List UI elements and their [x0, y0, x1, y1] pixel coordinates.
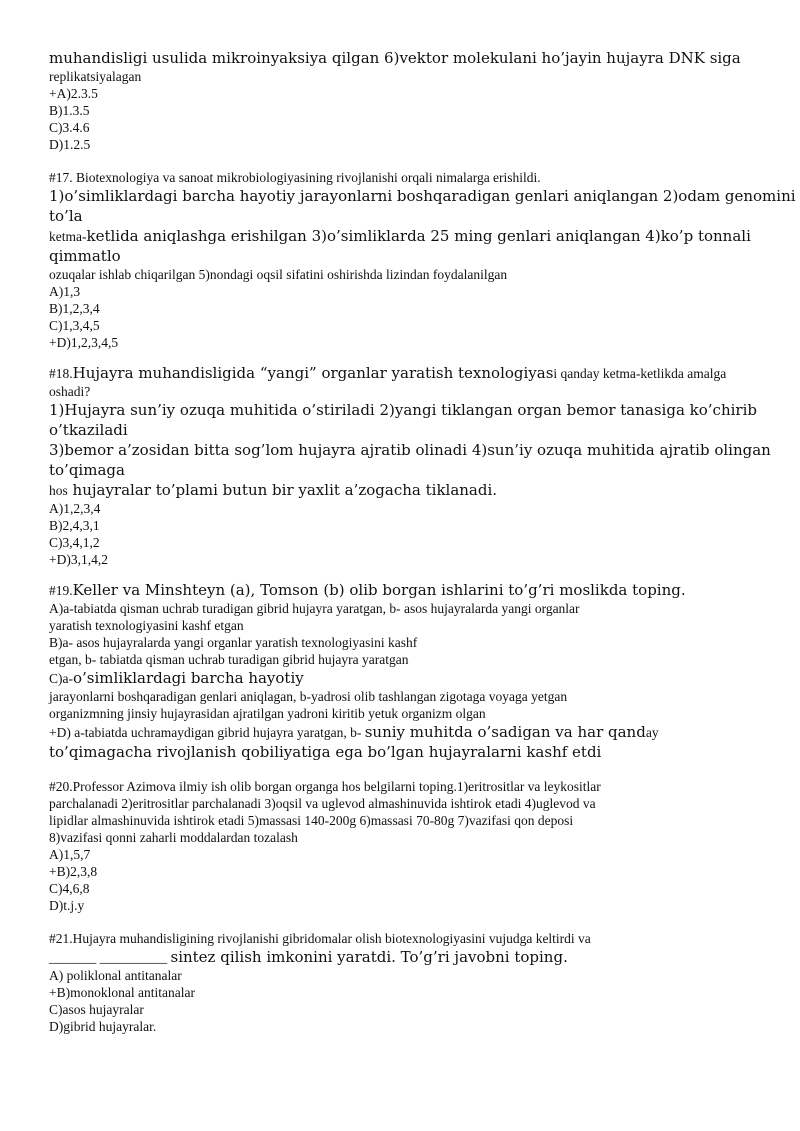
text-fragment: +D) a-tabiatda uchramaydigan gibrid hujayra yaratgan, b-	[49, 725, 365, 740]
answer-option: B)2,4,3,1	[49, 518, 100, 533]
text-fragment: suniy muhitda o’sadigan va har qand	[364, 723, 646, 741]
question-text: lipidlar almashinuvida ishtirok etadi 5)massasi 140-200g 6)massasi 70-80g 7)vazifasi qon deposi	[49, 813, 574, 828]
question-19	[49, 580, 759, 762]
answer-option: C)3,4,1,2	[49, 535, 100, 550]
answer-option: A)1,2,3,4	[49, 501, 101, 516]
question-text: to’qimaga	[49, 461, 125, 479]
answer-option: +A)2.3.5	[49, 86, 98, 101]
answer-option	[49, 722, 759, 742]
text-fragment: C)a-	[49, 671, 73, 686]
text-fragment: o’simliklardagi barcha hayotiy	[73, 669, 304, 687]
answer-option: B)a- asos hujayralarda yangi organlar yaratish texnologiyasini kashf	[49, 635, 418, 650]
answer-option: B)1.3.5	[49, 103, 90, 118]
question-text: 1)o’simliklardagi barcha hayotiy jarayonlarni boshqaradigan genlari aniqlangan 2)odam genomini	[49, 187, 796, 205]
answer-option: C)1,3,4,5	[49, 318, 100, 333]
question-text: 3)bemor a’zosidan bitta sog’lom hujayra ajratib olinadi 4)sun’iy ozuqa muhitida ajratib olingan	[49, 441, 771, 459]
answer-option: C)4,6,8	[49, 881, 90, 896]
question-title	[49, 580, 759, 600]
question-text: replikatsiyalagan	[49, 69, 142, 84]
question-text: 1)Hujayra sun’iy ozuqa muhitida o’stiriladi 2)yangi tiklangan organ bemor tanasiga ko’chirib	[49, 401, 757, 419]
blank-placeholder: _______ __________	[49, 950, 171, 965]
text-fragment: sintez qilish imkonini yaratdi. To’g’ri javobni toping.	[170, 948, 568, 966]
text-fragment: ketma-	[49, 229, 87, 244]
question-21	[49, 930, 759, 1035]
answer-option: D)t.j.y	[49, 898, 85, 913]
answer-option: to’qimagacha rivojlanish qobiliyatiga ega bo’lgan hujayralarni kashf etdi	[49, 743, 602, 761]
answer-option: organizmning jinsiy hujayrasidan ajratilgan yadroni kiritib yetuk organizm olgan	[49, 706, 486, 721]
question-text: 8)vazifasi qonni zaharli moddalardan tozalash	[49, 830, 298, 845]
answer-option: D)gibrid hujayralar.	[49, 1019, 157, 1034]
text-fragment: Hujayra muhandisligida “yangi” organlar yaratish texnologiyas	[72, 364, 554, 382]
answer-option: +D)1,2,3,4,5	[49, 335, 119, 350]
question-16	[49, 48, 759, 153]
answer-option: C)asos hujayralar	[49, 1002, 144, 1017]
question-18	[49, 363, 771, 568]
answer-option: +D)3,1,4,2	[49, 552, 108, 567]
text-fragment: hujayralar to’plami butun bir yaxlit a’zogacha tiklanadi.	[67, 481, 498, 499]
text-fragment: ketlida aniqlashga erishilgan 3)o’simliklarda 25 ming genlari aniqlangan 4)ko’p tonnali	[86, 227, 751, 245]
answer-option: etgan, b- tabiatda qisman uchrab turadigan gibrid hujayra yaratgan	[49, 652, 409, 667]
question-title: #21.Hujayra muhandisligining rivojlanishi gibridomalar olish biotexnologiyasini vujudga keltirdi va	[49, 931, 591, 946]
question-text: qimmatlo	[49, 247, 121, 265]
question-text: oshadi?	[49, 384, 91, 399]
text-fragment: hos	[49, 483, 68, 498]
question-text: o’tkaziladi	[49, 421, 128, 439]
question-text	[49, 947, 759, 967]
answer-option: +B)monoklonal antitanalar	[49, 985, 195, 1000]
text-fragment: ay	[645, 725, 659, 740]
answer-option: yaratish texnologiyasini kashf etgan	[49, 618, 244, 633]
answer-option: D)1.2.5	[49, 137, 91, 152]
answer-option: C)3.4.6	[49, 120, 90, 135]
question-title: #17. Biotexnologiya va sanoat mikrobiologiyasining rivojlanishi orqali nimalarga erishildi.	[49, 170, 541, 185]
question-text: muhandisligi usulida mikroinyaksiya qilgan 6)vektor molekulani ho’jayin hujayra DNK siga	[49, 49, 741, 67]
answer-option	[49, 668, 759, 688]
question-text: ozuqalar ishlab chiqarilgan 5)nondagi oqsil sifatini oshirishda lizindan foydalanilgan	[49, 267, 508, 282]
question-title: #20.Professor Azimova ilmiy ish olib borgan organga hos belgilarni toping.1)eritrositlar va leykositlar	[49, 779, 601, 794]
answer-option: B)1,2,3,4	[49, 301, 100, 316]
question-text: parchalanadi 2)eritrositlar parchalanadi 3)oqsil va uglevod almashinuvida ishtirok etadi 4)uglevod va	[49, 796, 596, 811]
question-title	[49, 363, 759, 383]
text-fragment: i qanday ketma-ketlikda amalga	[553, 366, 727, 381]
text-fragment: Keller va Minshteyn (a), Tomson (b) olib borgan ishlarini to’g’ri moslikda toping.	[72, 581, 686, 599]
question-text	[49, 226, 759, 246]
answer-option: A) poliklonal antitanalar	[49, 968, 182, 983]
answer-option: A)a-tabiatda qisman uchrab turadigan gibrid hujayra yaratgan, b- asos hujayralarda yangi organlar	[49, 601, 580, 616]
question-17	[49, 169, 796, 351]
question-text: to’la	[49, 207, 83, 225]
question-20	[49, 778, 759, 914]
question-text	[49, 480, 759, 500]
answer-option: A)1,3	[49, 284, 81, 299]
document-page	[49, 48, 796, 1035]
answer-option: jarayonlarni boshqaradigan genlari aniqlagan, b-yadrosi olib tashlangan zigotaga voyaga yetgan	[49, 689, 568, 704]
question-number: #18.	[49, 366, 73, 381]
answer-option: +B)2,3,8	[49, 864, 98, 879]
answer-option: A)1,5,7	[49, 847, 91, 862]
question-number: #19.	[49, 583, 73, 598]
